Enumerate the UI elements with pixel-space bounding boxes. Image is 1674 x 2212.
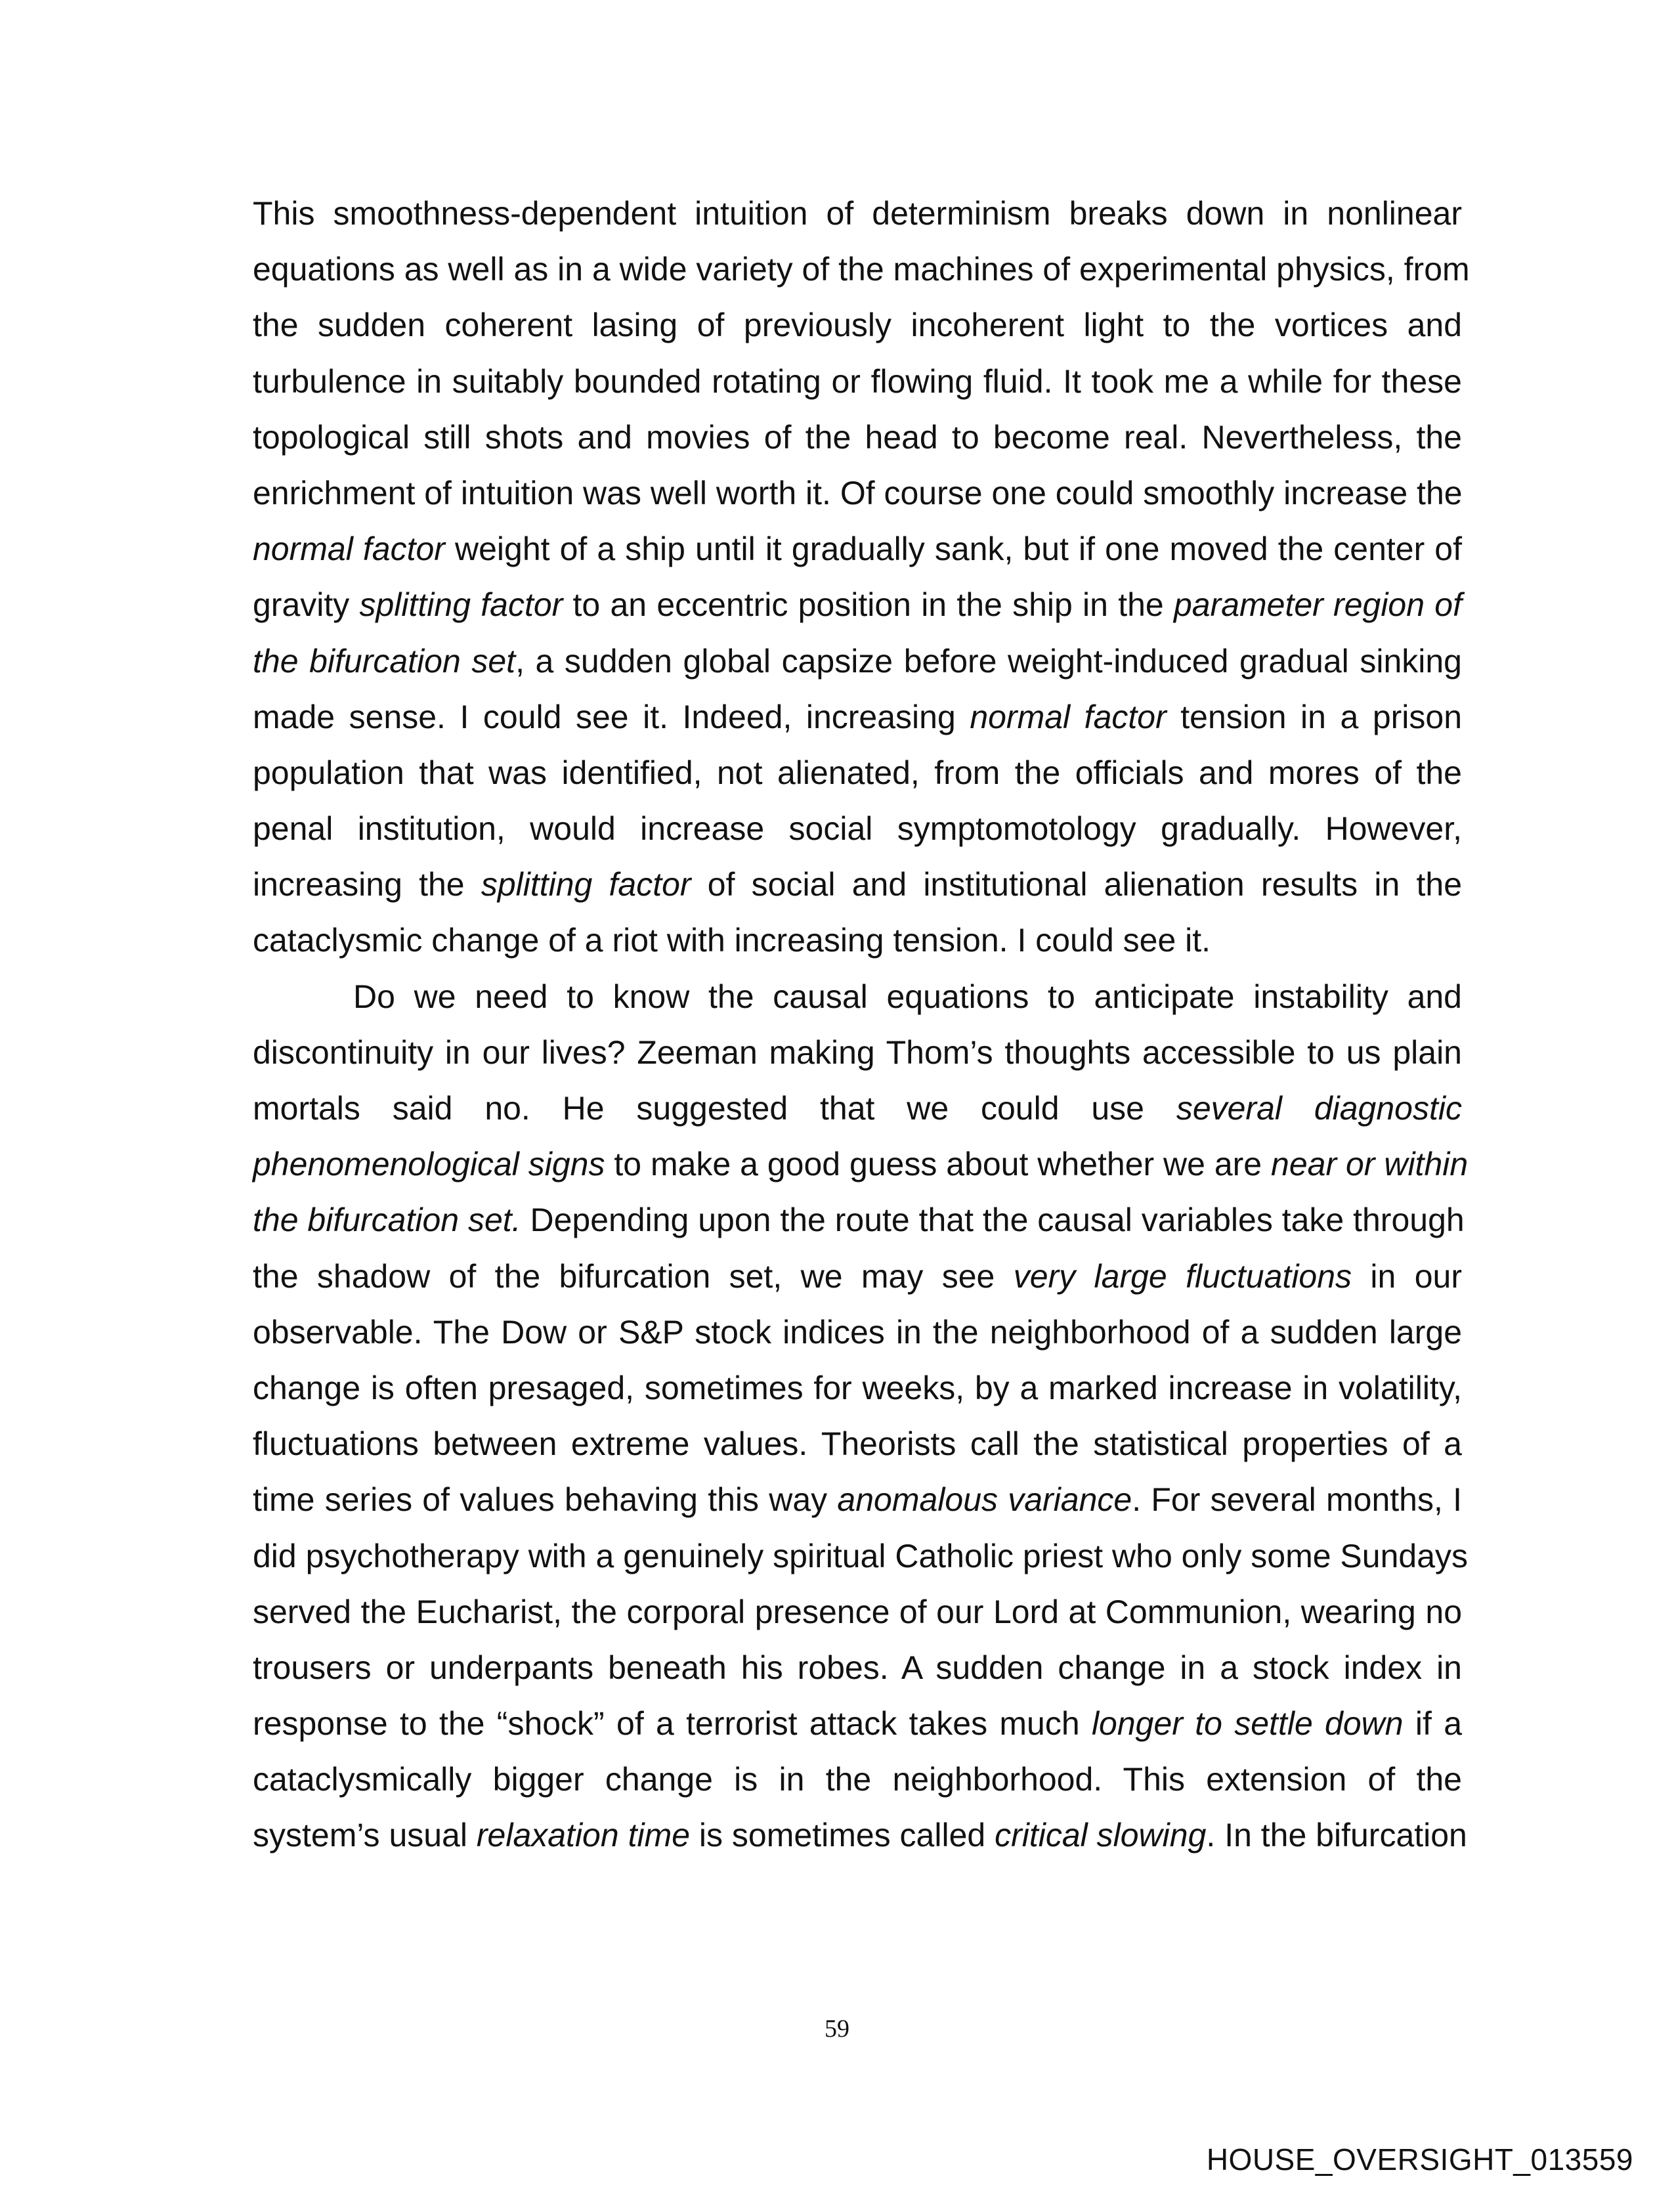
text-line bbox=[253, 801, 1462, 857]
text-run: did psychotherapy with a genuinely spiritual Catholic priest who only some Sundays bbox=[253, 1537, 1469, 1574]
text-run: fluctuations between extreme values. Theorists call the statistical properties of a bbox=[253, 1425, 1462, 1463]
text-run: enrichment of intuition was well worth it. Of course one could smoothly increase the bbox=[253, 474, 1463, 511]
italic-term: splitting factor bbox=[359, 586, 563, 624]
italic-term: near or within bbox=[1271, 1146, 1469, 1183]
text-run: the sudden coherent lasing of previously incoherent light to the vortices and bbox=[253, 307, 1462, 344]
text-run: equations as well as in a wide variety of the machines of experimental physics, from bbox=[253, 251, 1470, 288]
text-line bbox=[253, 1305, 1462, 1360]
text-run: response to the “shock” of a terrorist attack takes much bbox=[253, 1705, 1092, 1743]
text-line bbox=[253, 1025, 1462, 1081]
text-line bbox=[253, 634, 1462, 689]
text-line bbox=[253, 1696, 1462, 1752]
text-line bbox=[253, 1529, 1469, 1584]
body-text bbox=[253, 186, 1470, 1864]
text-line bbox=[253, 410, 1462, 466]
italic-term: longer to settle down bbox=[1091, 1705, 1404, 1743]
text-run: to make a good guess about whether we are bbox=[605, 1146, 1272, 1183]
text-line bbox=[253, 1081, 1462, 1137]
text-line bbox=[253, 1752, 1462, 1808]
italic-term: the bifurcation set. bbox=[253, 1202, 521, 1239]
paragraph bbox=[253, 969, 1469, 1864]
text-line bbox=[253, 1137, 1469, 1192]
text-line bbox=[253, 1640, 1462, 1696]
text-line bbox=[253, 521, 1462, 577]
text-run: mortals said no. He suggested that we could use bbox=[253, 1090, 1176, 1127]
text-run: in our bbox=[1352, 1257, 1462, 1295]
text-line bbox=[253, 354, 1462, 410]
italic-term: the bifurcation set bbox=[253, 642, 516, 680]
text-line bbox=[253, 689, 1462, 745]
italic-term: several diagnostic bbox=[1176, 1090, 1462, 1127]
text-line bbox=[253, 1808, 1467, 1863]
text-run: Do we need to know the causal equations to anticipate instability and bbox=[353, 978, 1462, 1015]
text-line bbox=[253, 1472, 1462, 1528]
document-id-stamp: HOUSE_OVERSIGHT_013559 bbox=[1206, 2142, 1633, 2177]
text-line bbox=[253, 186, 1462, 242]
text-run: . In the bifurcation bbox=[1206, 1817, 1467, 1854]
text-line bbox=[253, 1416, 1462, 1472]
text-line bbox=[253, 857, 1462, 913]
italic-term: critical slowing bbox=[995, 1817, 1207, 1854]
text-run: cataclysmically bigger change is in the neighborhood. This extension of the bbox=[253, 1761, 1462, 1798]
text-line bbox=[253, 1192, 1465, 1248]
text-run: discontinuity in our lives? Zeeman making Thom’s thoughts accessible to us plain bbox=[253, 1033, 1462, 1071]
text-run: tension in a prison bbox=[1166, 698, 1462, 735]
italic-term: phenomenological signs bbox=[253, 1146, 605, 1183]
text-line bbox=[253, 1249, 1462, 1305]
text-line bbox=[253, 466, 1462, 521]
text-run: Depending upon the route that the causal variables take through bbox=[521, 1202, 1465, 1239]
italic-term: normal factor bbox=[253, 531, 445, 568]
text-run: made sense. I could see it. Indeed, increasing bbox=[253, 698, 970, 735]
text-run: if a bbox=[1403, 1705, 1463, 1743]
text-run: system’s usual bbox=[253, 1817, 477, 1854]
text-line bbox=[253, 297, 1462, 353]
italic-term: relaxation time bbox=[476, 1817, 691, 1854]
paragraph bbox=[253, 186, 1470, 969]
text-run: served the Eucharist, the corporal presence of our Lord at Communion, wearing no bbox=[253, 1593, 1462, 1630]
text-run: weight of a ship until it gradually sank, but if one moved the center of bbox=[444, 531, 1462, 568]
text-run: turbulence in suitably bounded rotating or flowing fluid. It took me a while for these bbox=[253, 362, 1462, 400]
text-run: trousers or underpants beneath his robes. A sudden change in a stock index in bbox=[253, 1649, 1462, 1686]
italic-term: anomalous variance bbox=[837, 1481, 1132, 1519]
text-run: This smoothness-dependent intuition of determinism breaks down in nonlinear bbox=[253, 195, 1462, 232]
text-line bbox=[253, 745, 1462, 801]
italic-term: very large fluctuations bbox=[1013, 1257, 1352, 1295]
italic-term: normal factor bbox=[970, 698, 1167, 735]
text-run: of social and institutional alienation results in the bbox=[691, 866, 1462, 903]
text-run: . For several months, I bbox=[1132, 1481, 1462, 1519]
italic-term: splitting factor bbox=[481, 866, 691, 903]
italic-term: parameter region of bbox=[1173, 586, 1462, 624]
text-line bbox=[253, 1360, 1462, 1416]
page-number: 59 bbox=[825, 2015, 849, 2043]
text-run: time series of values behaving this way bbox=[253, 1481, 838, 1519]
text-run: , a sudden global capsize before weight-induced gradual sinking bbox=[515, 642, 1462, 680]
text-run: observable. The Dow or S&P stock indices in the neighborhood of a sudden large bbox=[253, 1313, 1462, 1351]
text-line bbox=[253, 913, 1462, 968]
text-run: is sometimes called bbox=[690, 1817, 995, 1854]
text-run: cataclysmic change of a riot with increasing tension. I could see it. bbox=[253, 922, 1211, 959]
text-run: the shadow of the bifurcation set, we may see bbox=[253, 1257, 1014, 1295]
text-line bbox=[253, 242, 1470, 297]
text-run: change is often presaged, sometimes for weeks, by a marked increase in volatility, bbox=[253, 1369, 1462, 1406]
text-run: topological still shots and movies of the head to become real. Nevertheless, the bbox=[253, 418, 1462, 456]
text-run: increasing the bbox=[253, 866, 481, 903]
text-run: to an eccentric position in the ship in the bbox=[563, 586, 1174, 624]
text-run: penal institution, would increase social symptomotology gradually. However, bbox=[253, 810, 1462, 848]
text-run: population that was identified, not alienated, from the officials and mores of the bbox=[253, 754, 1462, 791]
text-line bbox=[253, 1584, 1462, 1640]
text-line bbox=[253, 577, 1462, 633]
text-run: gravity bbox=[253, 586, 360, 624]
text-line bbox=[253, 969, 1462, 1025]
